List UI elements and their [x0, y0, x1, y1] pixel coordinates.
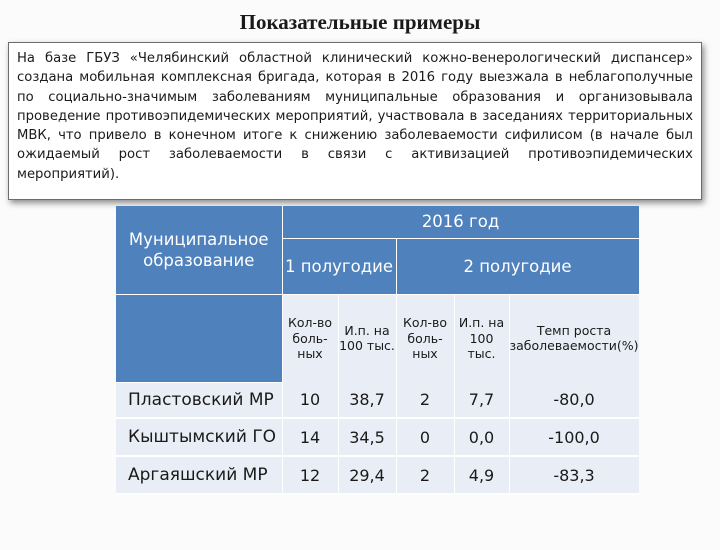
growth-cell: -83,3: [509, 456, 639, 494]
table-row: [116, 418, 639, 456]
statistics-table: [116, 206, 639, 495]
h2-rate-cell: 4,9: [454, 456, 509, 494]
description-paragraph: На базе ГБУЗ «Челябинский областной клинический кожно-венерологический диспансер» создана мобильная комплексная бригада, которая в 2016 году выезжала в неблагополучные по социально-значимым заболеваниям муниципальные образования и организовывала проведение противоэпидемических мероприятий, участвовала в заседаниях территориальных МВК, что привело в конечном итоге к снижению заболеваемости сифилисом (в начале был ожидаемый рост заболеваемости в связи с активизацией противоэпидемических мероприятий).: [17, 51, 693, 182]
h1-rate-header: И.п. на 100 тыс.: [338, 294, 396, 382]
h1-count-cell: 12: [282, 456, 338, 494]
growth-cell: -80,0: [509, 382, 639, 418]
h2-rate-cell: 7,7: [454, 382, 509, 418]
growth-rate-header: Темп роста заболеваемости(%): [509, 294, 639, 382]
h1-count-cell: 10: [282, 382, 338, 418]
half-year-1-header: 1 полугодие: [282, 238, 396, 294]
h1-rate-cell: 34,5: [338, 418, 396, 456]
h1-rate-cell: 38,7: [338, 382, 396, 418]
row-municipality: Пластовский МР: [116, 382, 282, 418]
table-row: [116, 382, 639, 418]
h2-count-cell: 2: [396, 456, 454, 494]
growth-cell: -100,0: [509, 418, 639, 456]
h2-count-cell: 0: [396, 418, 454, 456]
municipality-header-spacer: [116, 294, 282, 382]
h2-rate-cell: 0,0: [454, 418, 509, 456]
year-header: 2016 год: [282, 206, 639, 238]
row-municipality: Кыштымский ГО: [116, 418, 282, 456]
h1-patients-header: Кол-во боль-ных: [282, 294, 338, 382]
table-row: [116, 456, 639, 494]
h1-rate-cell: 29,4: [338, 456, 396, 494]
h2-patients-header: Кол-во боль-ных: [396, 294, 454, 382]
half-year-2-header: 2 полугодие: [396, 238, 639, 294]
slide-title: Показательные примеры: [239, 10, 481, 34]
text-box: [8, 42, 702, 200]
h2-count-cell: 2: [396, 382, 454, 418]
h1-count-cell: 14: [282, 418, 338, 456]
h2-rate-header: И.п. на 100 тыс.: [454, 294, 509, 382]
row-municipality: Аргаяшский МР: [116, 456, 282, 494]
municipality-header: Муниципальное образование: [116, 206, 282, 294]
